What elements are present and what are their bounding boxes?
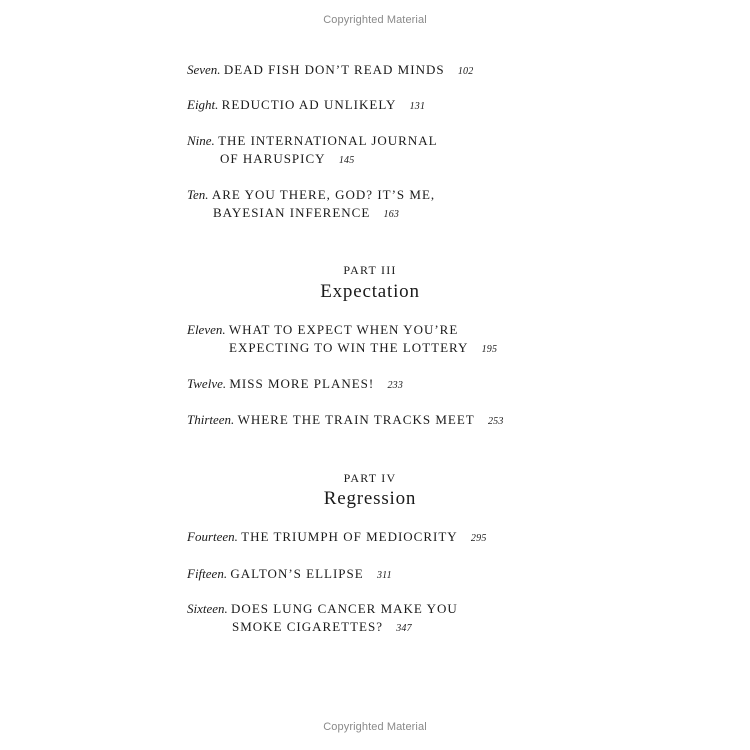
page-number: 311 xyxy=(376,570,392,581)
page-number: 102 xyxy=(457,66,474,77)
chapter-title: DOES LUNG CANCER MAKE YOU xyxy=(231,601,458,616)
page-number: 163 xyxy=(383,209,400,220)
part-four-label: PART IV xyxy=(343,471,397,485)
chapter-number: Eleven. xyxy=(187,322,226,337)
toc-entry-twelve[interactable] xyxy=(187,375,403,395)
chapter-number: Fourteen. xyxy=(187,529,238,544)
chapter-number: Seven. xyxy=(187,62,221,77)
page-number: 131 xyxy=(409,101,426,112)
chapter-title: THE INTERNATIONAL JOURNAL xyxy=(218,133,438,148)
chapter-title: ARE YOU THERE, GOD? IT’S ME, xyxy=(211,187,436,202)
toc-entry-fifteen[interactable] xyxy=(187,565,392,585)
chapter-title-continued: SMOKE CIGARETTES? xyxy=(232,619,383,634)
page-number: 295 xyxy=(470,533,487,544)
toc-entry-seven[interactable] xyxy=(187,61,473,81)
toc-entry-fourteen[interactable] xyxy=(187,528,487,548)
copyright-watermark-top: Copyrighted Material xyxy=(323,14,427,26)
chapter-title-continued: BAYESIAN INFERENCE xyxy=(213,205,371,220)
chapter-title: THE TRIUMPH OF MEDIOCRITY xyxy=(241,529,458,544)
toc-entry-eleven[interactable] xyxy=(187,321,497,359)
toc-entry-eight[interactable] xyxy=(187,96,425,116)
page-number: 145 xyxy=(338,155,355,166)
chapter-number: Ten. xyxy=(187,187,209,202)
chapter-number: Eight. xyxy=(187,97,219,112)
page-number: 195 xyxy=(481,344,498,355)
toc-entry-sixteen[interactable] xyxy=(187,600,458,638)
chapter-number: Fifteen. xyxy=(187,566,228,581)
chapter-title: DEAD FISH DON’T READ MINDS xyxy=(223,62,445,77)
part-three-label: PART III xyxy=(343,263,397,277)
page-number: 233 xyxy=(387,380,404,391)
toc-entry-thirteen[interactable] xyxy=(187,411,504,431)
toc-entry-nine[interactable] xyxy=(187,132,438,170)
part-three-title[interactable]: Expectation xyxy=(320,281,420,302)
chapter-title: MISS MORE PLANES! xyxy=(229,376,375,391)
chapter-title: WHERE THE TRAIN TRACKS MEET xyxy=(237,412,475,427)
chapter-number: Twelve. xyxy=(187,376,227,391)
copyright-watermark-bottom: Copyrighted Material xyxy=(323,721,427,733)
page-number: 253 xyxy=(487,416,504,427)
chapter-number: Nine. xyxy=(187,133,215,148)
chapter-number: Sixteen. xyxy=(187,601,228,616)
chapter-title-continued: OF HARUSPICY xyxy=(220,151,326,166)
page-number: 347 xyxy=(396,623,412,634)
chapter-title: REDUCTIO AD UNLIKELY xyxy=(221,97,397,112)
chapter-number: Thirteen. xyxy=(187,412,235,427)
toc-entry-ten[interactable] xyxy=(187,186,435,224)
chapter-title: GALTON’S ELLIPSE xyxy=(230,566,364,581)
part-four-title[interactable]: Regression xyxy=(323,488,417,509)
chapter-title: WHAT TO EXPECT WHEN YOU’RE xyxy=(228,322,459,337)
chapter-title-continued: EXPECTING TO WIN THE LOTTERY xyxy=(229,340,469,355)
